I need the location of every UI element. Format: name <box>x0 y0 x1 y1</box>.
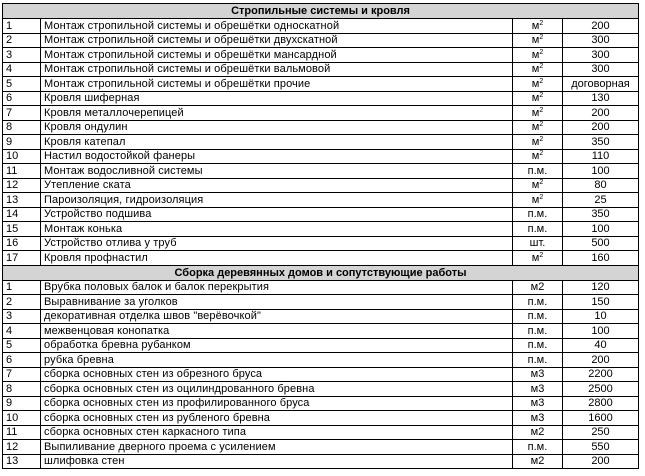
table-row <box>3 295 639 310</box>
unit: м3 <box>513 396 563 411</box>
unit: п.м. <box>513 338 563 353</box>
row-number: 5 <box>3 338 41 353</box>
unit: м2 <box>513 425 563 440</box>
row-number: 9 <box>3 135 41 150</box>
price: 200 <box>563 120 639 135</box>
table-row <box>3 48 639 63</box>
table-row <box>3 396 639 411</box>
table-row <box>3 236 639 251</box>
price: 100 <box>563 164 639 179</box>
price: 300 <box>563 33 639 48</box>
work-name: сборка основных стен из рубленого бревна <box>41 411 513 426</box>
row-number: 12 <box>3 440 41 455</box>
row-number: 11 <box>3 425 41 440</box>
table-row <box>3 425 639 440</box>
work-name: Кровля ондулин <box>41 120 513 135</box>
work-name: сборка основных стен из оцилиндрованного бревна <box>41 382 513 397</box>
price: 2800 <box>563 396 639 411</box>
table-row <box>3 91 639 106</box>
table-row <box>3 120 639 135</box>
table-row <box>3 62 639 77</box>
unit: $м^2$ <box>513 178 563 193</box>
unit: п.м. <box>513 440 563 455</box>
unit: $м^2$ <box>513 33 563 48</box>
work-name: Устройство подшива <box>41 207 513 222</box>
table-row <box>3 382 639 397</box>
row-number: 13 <box>3 454 41 469</box>
work-name: обработка бревна рубанком <box>41 338 513 353</box>
work-name: Монтаж стропильной системы и обрешётки прочие <box>41 77 513 92</box>
row-number: 16 <box>3 236 41 251</box>
unit: м2 <box>513 280 563 295</box>
row-number: 12 <box>3 178 41 193</box>
work-name: Выравнивание за уголков <box>41 295 513 310</box>
table-row <box>3 338 639 353</box>
row-number: 1 <box>3 280 41 295</box>
work-name: Кровля профнастил <box>41 251 513 266</box>
work-name: сборка основных стен из профилированного бруса <box>41 396 513 411</box>
unit: шт. <box>513 236 563 251</box>
price: 130 <box>563 91 639 106</box>
price: 300 <box>563 48 639 63</box>
price: 200 <box>563 454 639 469</box>
unit: $м^2$ <box>513 77 563 92</box>
unit: $м^2$ <box>513 149 563 164</box>
row-number: 2 <box>3 295 41 310</box>
unit: $м^2$ <box>513 19 563 34</box>
table-row <box>3 149 639 164</box>
row-number: 10 <box>3 149 41 164</box>
price: 550 <box>563 440 639 455</box>
work-name: Монтаж стропильной системы и обрешётки односкатной <box>41 19 513 34</box>
row-number: 13 <box>3 193 41 208</box>
row-number: 3 <box>3 48 41 63</box>
price-table <box>2 3 639 469</box>
table-row <box>3 106 639 121</box>
price: 1600 <box>563 411 639 426</box>
row-number: 2 <box>3 33 41 48</box>
row-number: 17 <box>3 251 41 266</box>
work-name: сборка основных стен из обрезного бруса <box>41 367 513 382</box>
row-number: 10 <box>3 411 41 426</box>
work-name: Монтаж конька <box>41 222 513 237</box>
table-row <box>3 222 639 237</box>
table-row <box>3 19 639 34</box>
unit: $м^2$ <box>513 251 563 266</box>
work-name: Монтаж водосливной системы <box>41 164 513 179</box>
price: 250 <box>563 425 639 440</box>
work-name: Кровля шиферная <box>41 91 513 106</box>
row-number: 4 <box>3 62 41 77</box>
work-name: Пароизоляция, гидроизоляция <box>41 193 513 208</box>
row-number: 7 <box>3 106 41 121</box>
work-name: Монтаж стропильной системы и обрешётки мансардной <box>41 48 513 63</box>
table-row <box>3 309 639 324</box>
row-number: 1 <box>3 19 41 34</box>
work-name: Монтаж стропильной системы и обрешётки двухскатной <box>41 33 513 48</box>
work-name: Выпиливание дверного проема с усилением <box>41 440 513 455</box>
work-name: Кровля катепал <box>41 135 513 150</box>
price: 100 <box>563 222 639 237</box>
table-row <box>3 164 639 179</box>
table-row <box>3 193 639 208</box>
section-title: Сборка деревянных домов и сопутствующие работы <box>3 265 639 280</box>
price: 350 <box>563 207 639 222</box>
unit: п.м. <box>513 222 563 237</box>
table-row <box>3 353 639 368</box>
price: 2200 <box>563 367 639 382</box>
work-name: Монтаж стропильной системы и обрешётки вальмовой <box>41 62 513 77</box>
row-number: 5 <box>3 77 41 92</box>
unit: $м^2$ <box>513 91 563 106</box>
work-name: декоративная отделка швов "верёвочкой" <box>41 309 513 324</box>
unit: м3 <box>513 367 563 382</box>
table-row <box>3 454 639 469</box>
unit: п.м. <box>513 324 563 339</box>
table-row <box>3 33 639 48</box>
work-name: сборка основных стен каркасного типа <box>41 425 513 440</box>
unit: $м^2$ <box>513 135 563 150</box>
price: 120 <box>563 280 639 295</box>
row-number: 7 <box>3 367 41 382</box>
work-name: Устройство отлива у труб <box>41 236 513 251</box>
work-name: Утепление ската <box>41 178 513 193</box>
unit: $м^2$ <box>513 106 563 121</box>
unit: м3 <box>513 411 563 426</box>
unit: п.м. <box>513 353 563 368</box>
unit: $м^2$ <box>513 120 563 135</box>
price: 110 <box>563 149 639 164</box>
unit: $м^2$ <box>513 62 563 77</box>
table-row <box>3 280 639 295</box>
table-row <box>3 135 639 150</box>
table-row <box>3 77 639 92</box>
section-header-row <box>3 265 639 280</box>
row-number: 14 <box>3 207 41 222</box>
price: 80 <box>563 178 639 193</box>
row-number: 6 <box>3 353 41 368</box>
price: 500 <box>563 236 639 251</box>
work-name: Кровля металлочерепицей <box>41 106 513 121</box>
price: 25 <box>563 193 639 208</box>
work-name: Врубка половых балок и балок перекрытия <box>41 280 513 295</box>
unit: п.м. <box>513 207 563 222</box>
price-table-body <box>3 4 639 469</box>
unit: м2 <box>513 454 563 469</box>
section-title: Стропильные системы и кровля <box>3 4 639 19</box>
work-name: рубка бревна <box>41 353 513 368</box>
table-row <box>3 178 639 193</box>
row-number: 4 <box>3 324 41 339</box>
table-row <box>3 440 639 455</box>
row-number: 9 <box>3 396 41 411</box>
row-number: 8 <box>3 120 41 135</box>
price: 200 <box>563 106 639 121</box>
unit: п.м. <box>513 164 563 179</box>
table-row <box>3 411 639 426</box>
price: 160 <box>563 251 639 266</box>
table-row <box>3 324 639 339</box>
price: 200 <box>563 19 639 34</box>
work-name: Настил водостойкой фанеры <box>41 149 513 164</box>
price: 100 <box>563 324 639 339</box>
row-number: 8 <box>3 382 41 397</box>
work-name: межвенцовая конопатка <box>41 324 513 339</box>
price: договорная <box>563 77 639 92</box>
unit: м3 <box>513 382 563 397</box>
unit: $м^2$ <box>513 193 563 208</box>
table-row <box>3 251 639 266</box>
section-header-row <box>3 4 639 19</box>
table-row <box>3 367 639 382</box>
work-name: шлифовка стен <box>41 454 513 469</box>
price: 350 <box>563 135 639 150</box>
table-row <box>3 207 639 222</box>
row-number: 15 <box>3 222 41 237</box>
row-number: 3 <box>3 309 41 324</box>
unit: п.м. <box>513 295 563 310</box>
price: 2500 <box>563 382 639 397</box>
price: 10 <box>563 309 639 324</box>
unit: п.м. <box>513 309 563 324</box>
price: 300 <box>563 62 639 77</box>
row-number: 11 <box>3 164 41 179</box>
price: 40 <box>563 338 639 353</box>
price: 200 <box>563 353 639 368</box>
unit: $м^2$ <box>513 48 563 63</box>
row-number: 6 <box>3 91 41 106</box>
price: 150 <box>563 295 639 310</box>
